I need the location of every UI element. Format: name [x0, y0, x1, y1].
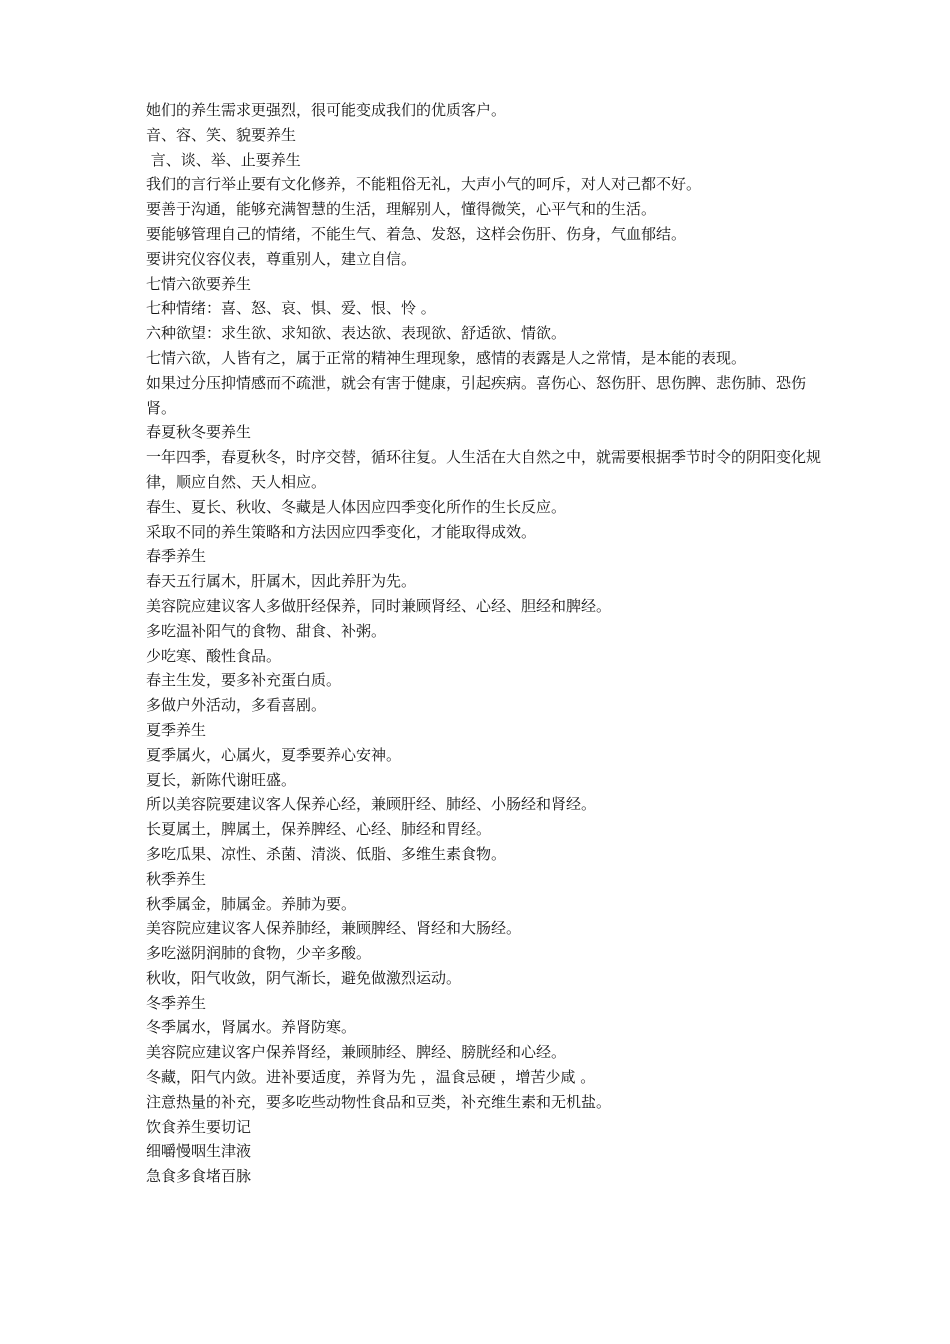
section-heading: 夏季养生	[146, 720, 207, 739]
text-line: 春生、夏长、秋收、冬藏是人体因应四季变化所作的生长反应。	[146, 497, 567, 516]
text-paragraph: 一年四季，春夏秋冬，时序交替，循环往复。人生活在大自然之中，就需要根据季节时令的阴阳变化规律，顺应自然、天人相应。	[146, 448, 822, 491]
text-line: 我们的言行举止要有文化修养，不能粗俗无礼，大声小气的呵斥，对人对己都不好。	[146, 175, 702, 194]
text-line: 要善于沟通，能够充满智慧的生活，理解别人，懂得微笑，心平气和的生活。	[146, 200, 657, 219]
text-line: 美容院应建议客人保养肺经，兼顾脾经、肾经和大肠经。	[146, 919, 522, 938]
section-heading: 七情六欲要养生	[146, 274, 252, 293]
text-line: 所以美容院要建议客人保养心经，兼顾肝经、肺经、小肠经和肾经。	[146, 795, 597, 814]
text-paragraph: 如果过分压抑情感而不疏泄，就会有害于健康，引起疾病。喜伤心、怒伤肝、思伤脾、悲伤肺、恐伤肾。	[146, 373, 807, 417]
text-line: 秋季属金，肺属金。养肺为要。	[146, 894, 357, 913]
text-line: 多吃温补阳气的食物、甜食、补粥。	[146, 621, 387, 640]
text-line: 七种情绪：喜、怒、哀、惧、爱、恨、怜 。	[146, 299, 436, 318]
text-line: 冬季属水，肾属水。养肾防寒。	[146, 1018, 357, 1037]
text-line: 春主生发，要多补充蛋白质。	[146, 671, 342, 690]
text-line: 长夏属土，脾属土，保养脾经、心经、肺经和胃经。	[146, 820, 492, 839]
text-line: 春天五行属木，肝属木，因此养肝为先。	[146, 572, 417, 591]
text-line: 美容院应建议客人多做肝经保养，同时兼顾肾经、心经、胆经和脾经。	[146, 596, 612, 615]
text-line: 要能够管理自己的情绪，不能生气、着急、发怒，这样会伤肝、伤身，气血郁结。	[146, 224, 687, 243]
section-heading: 音、容、笑、貌要养生	[146, 125, 297, 144]
text-line: 多做户外活动，多看喜剧。	[146, 696, 327, 715]
section-heading: 春季养生	[146, 547, 207, 566]
text-line: 秋收，阳气收敛，阴气渐长，避免做激烈运动。	[146, 968, 462, 987]
section-heading: 春夏秋冬要养生	[146, 423, 252, 442]
text-line: 七情六欲，人皆有之，属于正常的精神生理现象，感情的表露是人之常情，是本能的表现。	[146, 348, 747, 367]
section-heading: 饮食养生要切记	[146, 1117, 252, 1136]
text-line: 注意热量的补充，要多吃些动物性食品和豆类，补充维生素和无机盐。	[146, 1092, 612, 1111]
section-heading: 秋季养生	[146, 869, 207, 888]
section-heading: 言、谈、举、止要养生	[146, 150, 301, 169]
document-body	[146, 98, 826, 1189]
text-line: 她们的养生需求更强烈，很可能变成我们的优质客户。	[146, 101, 507, 119]
text-line: 美容院应建议客户保养肾经，兼顾肺经、脾经、膀胱经和心经。	[146, 1043, 567, 1062]
text-line: 采取不同的养生策略和方法因应四季变化，才能取得成效。	[146, 522, 537, 541]
text-line: 冬藏，阳气内敛。进补要适度，养肾为先 ，温食忌硬 ，增苦少咸 。	[146, 1068, 596, 1087]
section-heading: 冬季养生	[146, 993, 207, 1012]
text-line: 夏季属火，心属火，夏季要养心安神。	[146, 745, 402, 764]
text-line: 急食多食堵百脉	[146, 1167, 252, 1186]
text-line: 多吃滋阴润肺的食物，少辛多酸。	[146, 944, 372, 963]
text-line: 细嚼慢咽生津液	[146, 1142, 252, 1161]
text-line: 要讲究仪容仪表，尊重别人，建立自信。	[146, 249, 417, 268]
text-line: 多吃瓜果、凉性、杀菌、清淡、低脂、多维生素食物。	[146, 844, 507, 863]
text-line: 夏长，新陈代谢旺盛。	[146, 770, 297, 789]
text-line: 六种欲望：求生欲、求知欲、表达欲、表现欲、舒适欲、情欲。	[146, 324, 567, 343]
text-line: 少吃寒、酸性食品。	[146, 646, 282, 665]
